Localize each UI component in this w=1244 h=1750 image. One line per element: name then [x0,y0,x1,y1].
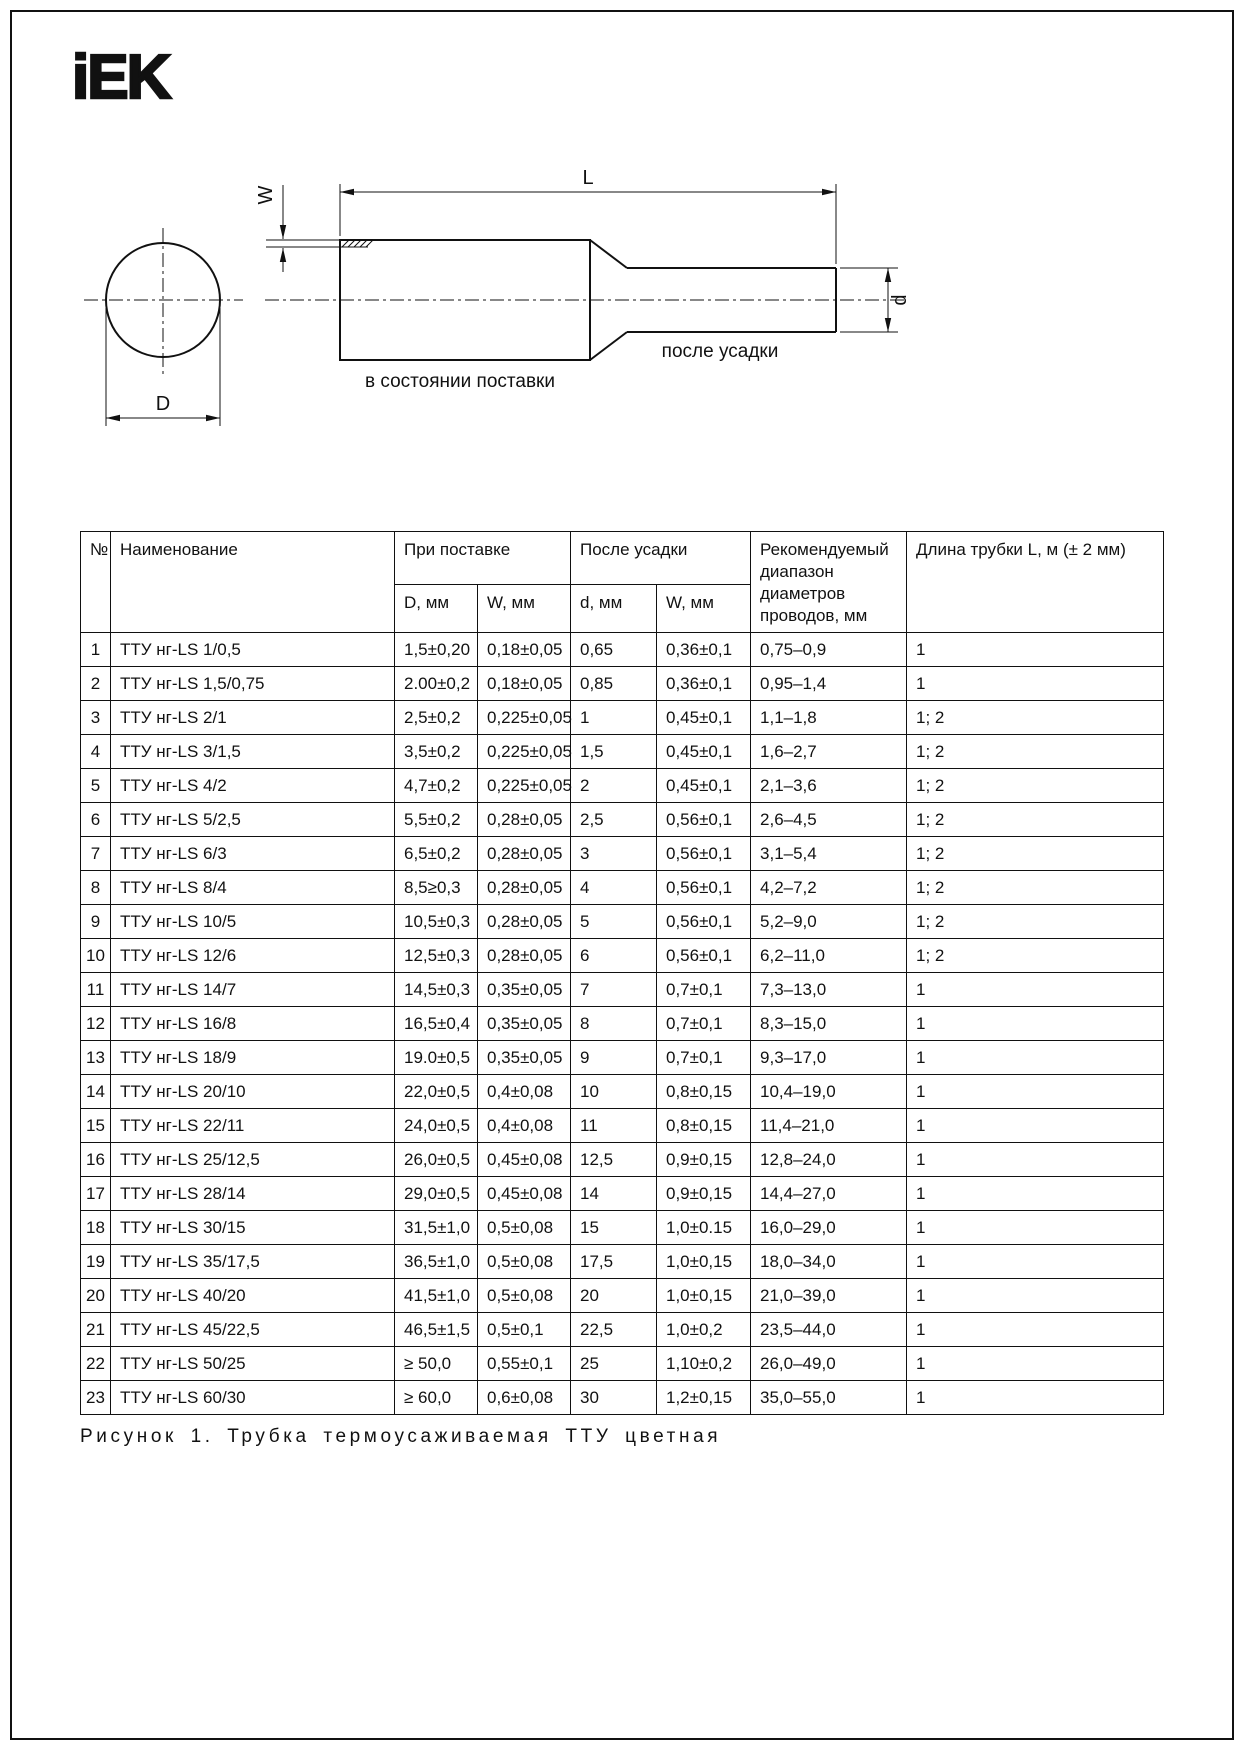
cell-supply-W: 0,28±0,05 [478,803,571,837]
cell-length: 1 [907,1313,1164,1347]
cell-supply-W: 0,35±0,05 [478,1041,571,1075]
cell-row-number: 16 [81,1143,111,1177]
cell-name: ТТУ нг-LS 1,5/0,75 [111,667,395,701]
cell-after-d: 3 [571,837,657,871]
cell-supply-D: 12,5±0,3 [395,939,478,973]
cell-length: 1 [907,1177,1164,1211]
spec-table-wrap [80,531,1163,1415]
cell-supply-W: 0,5±0,1 [478,1313,571,1347]
table-row [81,1109,1164,1143]
cell-length: 1 [907,1041,1164,1075]
cell-range: 0,95–1,4 [751,667,907,701]
cell-range: 11,4–21,0 [751,1109,907,1143]
cell-supply-D: 46,5±1,5 [395,1313,478,1347]
cell-after-W: 1,0±0.15 [657,1211,751,1245]
cell-row-number: 8 [81,871,111,905]
cell-row-number: 5 [81,769,111,803]
cell-name: ТТУ нг-LS 35/17,5 [111,1245,395,1279]
cell-length: 1; 2 [907,905,1164,939]
table-row [81,1313,1164,1347]
table-row [81,1279,1164,1313]
table-row [81,973,1164,1007]
cell-length: 1 [907,1347,1164,1381]
cell-supply-D: 5,5±0,2 [395,803,478,837]
table-row [81,735,1164,769]
cell-row-number: 7 [81,837,111,871]
cell-row-number: 9 [81,905,111,939]
table-row [81,803,1164,837]
cell-length: 1; 2 [907,769,1164,803]
dimension-L-label: L [582,167,594,189]
cell-name: ТТУ нг-LS 18/9 [111,1041,395,1075]
cell-range: 2,1–3,6 [751,769,907,803]
cell-supply-D: 10,5±0,3 [395,905,478,939]
cell-after-W: 0,45±0,1 [657,769,751,803]
cell-supply-W: 0,225±0,05 [478,701,571,735]
cell-range: 3,1–5,4 [751,837,907,871]
cell-name: ТТУ нг-LS 25/12,5 [111,1143,395,1177]
header-num: № [81,532,111,633]
cell-row-number: 3 [81,701,111,735]
cell-after-W: 0,56±0,1 [657,871,751,905]
header-supply-D: D, мм [395,585,478,633]
table-row [81,1347,1164,1381]
cell-length: 1 [907,633,1164,667]
cell-after-d: 14 [571,1177,657,1211]
cell-length: 1; 2 [907,837,1164,871]
cell-supply-D: 29,0±0,5 [395,1177,478,1211]
cell-name: ТТУ нг-LS 8/4 [111,871,395,905]
cell-row-number: 11 [81,973,111,1007]
cell-name: ТТУ нг-LS 45/22,5 [111,1313,395,1347]
label-supplied-state: в состоянии поставки [365,371,555,392]
cell-supply-D: 3,5±0,2 [395,735,478,769]
cell-length: 1 [907,1381,1164,1415]
cell-range: 1,6–2,7 [751,735,907,769]
cell-after-W: 0,56±0,1 [657,837,751,871]
dimension-W-label: W [255,185,277,205]
table-row [81,837,1164,871]
cell-after-d: 4 [571,871,657,905]
cell-length: 1; 2 [907,939,1164,973]
cell-name: ТТУ нг-LS 4/2 [111,769,395,803]
cell-row-number: 14 [81,1075,111,1109]
cell-supply-D: 6,5±0,2 [395,837,478,871]
cell-name: ТТУ нг-LS 20/10 [111,1075,395,1109]
cell-after-d: 25 [571,1347,657,1381]
cell-supply-D: 1,5±0,20 [395,633,478,667]
cell-supply-W: 0,4±0,08 [478,1075,571,1109]
cell-name: ТТУ нг-LS 1/0,5 [111,633,395,667]
iek-logo: iEK [72,43,170,112]
cell-length: 1; 2 [907,803,1164,837]
cell-name: ТТУ нг-LS 16/8 [111,1007,395,1041]
table-row [81,871,1164,905]
cell-after-d: 1 [571,701,657,735]
cell-range: 9,3–17,0 [751,1041,907,1075]
cell-supply-W: 0,18±0,05 [478,633,571,667]
cell-range: 4,2–7,2 [751,871,907,905]
cell-range: 21,0–39,0 [751,1279,907,1313]
cell-after-W: 1,10±0,2 [657,1347,751,1381]
table-row [81,1143,1164,1177]
cell-name: ТТУ нг-LS 3/1,5 [111,735,395,769]
cell-name: ТТУ нг-LS 2/1 [111,701,395,735]
cell-length: 1; 2 [907,871,1164,905]
cell-row-number: 1 [81,633,111,667]
cell-row-number: 17 [81,1177,111,1211]
cell-row-number: 15 [81,1109,111,1143]
cell-name: ТТУ нг-LS 60/30 [111,1381,395,1415]
table-row [81,1245,1164,1279]
cell-length: 1 [907,1007,1164,1041]
cell-supply-W: 0,28±0,05 [478,939,571,973]
cell-row-number: 23 [81,1381,111,1415]
cell-name: ТТУ нг-LS 28/14 [111,1177,395,1211]
cell-length: 1 [907,667,1164,701]
cell-supply-W: 0,225±0,05 [478,735,571,769]
cell-supply-W: 0,5±0,08 [478,1211,571,1245]
cell-after-d: 15 [571,1211,657,1245]
cell-row-number: 4 [81,735,111,769]
cell-range: 7,3–13,0 [751,973,907,1007]
cell-supply-D: ≥ 50,0 [395,1347,478,1381]
cell-name: ТТУ нг-LS 30/15 [111,1211,395,1245]
cell-range: 10,4–19,0 [751,1075,907,1109]
cell-after-W: 0,7±0,1 [657,1041,751,1075]
cell-supply-W: 0,45±0,08 [478,1177,571,1211]
cell-after-d: 8 [571,1007,657,1041]
cell-supply-D: 41,5±1,0 [395,1279,478,1313]
cell-supply-W: 0,28±0,05 [478,871,571,905]
cell-range: 26,0–49,0 [751,1347,907,1381]
cell-after-W: 1,0±0,15 [657,1279,751,1313]
table-row [81,701,1164,735]
cell-name: ТТУ нг-LS 14/7 [111,973,395,1007]
cell-supply-W: 0,28±0,05 [478,837,571,871]
technical-drawing [0,140,1244,470]
cell-supply-W: 0,225±0,05 [478,769,571,803]
cell-length: 1 [907,1143,1164,1177]
cell-row-number: 20 [81,1279,111,1313]
cell-after-d: 20 [571,1279,657,1313]
cell-row-number: 2 [81,667,111,701]
table-row [81,905,1164,939]
cell-supply-D: 8,5≥0,3 [395,871,478,905]
cell-supply-D: 16,5±0,4 [395,1007,478,1041]
cell-after-d: 6 [571,939,657,973]
header-after-group: После усадки [571,532,751,585]
cell-after-W: 0,8±0,15 [657,1109,751,1143]
cell-after-d: 22,5 [571,1313,657,1347]
cell-name: ТТУ нг-LS 40/20 [111,1279,395,1313]
cell-range: 6,2–11,0 [751,939,907,973]
table-row [81,1041,1164,1075]
cell-range: 35,0–55,0 [751,1381,907,1415]
cell-name: ТТУ нг-LS 50/25 [111,1347,395,1381]
cell-supply-W: 0,5±0,08 [478,1245,571,1279]
table-row [81,1075,1164,1109]
cell-length: 1 [907,1075,1164,1109]
cell-row-number: 6 [81,803,111,837]
cell-after-d: 5 [571,905,657,939]
tube-taper-top [590,240,627,268]
cell-after-W: 1,0±0,2 [657,1313,751,1347]
cell-supply-W: 0,45±0,08 [478,1143,571,1177]
cell-supply-D: 24,0±0,5 [395,1109,478,1143]
figure-caption: Рисунок 1. Трубка термоусаживаемая ТТУ цветная [80,1426,722,1447]
cell-after-d: 0,85 [571,667,657,701]
table-row [81,1211,1164,1245]
cell-after-d: 10 [571,1075,657,1109]
cell-after-d: 12,5 [571,1143,657,1177]
cell-length: 1 [907,1211,1164,1245]
table-row [81,769,1164,803]
cell-name: ТТУ нг-LS 6/3 [111,837,395,871]
cell-after-d: 30 [571,1381,657,1415]
cell-length: 1; 2 [907,735,1164,769]
cell-length: 1 [907,973,1164,1007]
cell-supply-W: 0,28±0,05 [478,905,571,939]
cell-row-number: 19 [81,1245,111,1279]
cell-supply-D: ≥ 60,0 [395,1381,478,1415]
cell-length: 1; 2 [907,701,1164,735]
cell-supply-D: 4,7±0,2 [395,769,478,803]
cell-after-W: 0,7±0,1 [657,973,751,1007]
cell-after-W: 0,9±0,15 [657,1177,751,1211]
cell-range: 5,2–9,0 [751,905,907,939]
tube-taper-bottom [590,332,627,360]
cell-after-W: 0,36±0,1 [657,667,751,701]
cell-after-d: 17,5 [571,1245,657,1279]
cell-row-number: 22 [81,1347,111,1381]
cell-supply-D: 2,5±0,2 [395,701,478,735]
cell-supply-D: 36,5±1,0 [395,1245,478,1279]
cell-after-W: 0,7±0,1 [657,1007,751,1041]
table-row [81,939,1164,973]
cell-row-number: 21 [81,1313,111,1347]
cell-after-W: 0,8±0,15 [657,1075,751,1109]
cell-name: ТТУ нг-LS 12/6 [111,939,395,973]
cell-supply-D: 14,5±0,3 [395,973,478,1007]
cell-range: 2,6–4,5 [751,803,907,837]
cell-after-W: 0,56±0,1 [657,905,751,939]
table-row [81,633,1164,667]
cell-range: 16,0–29,0 [751,1211,907,1245]
cell-name: ТТУ нг-LS 10/5 [111,905,395,939]
cell-after-W: 0,56±0,1 [657,803,751,837]
cell-supply-W: 0,18±0,05 [478,667,571,701]
cell-name: ТТУ нг-LS 5/2,5 [111,803,395,837]
cell-supply-W: 0,35±0,05 [478,1007,571,1041]
cell-range: 8,3–15,0 [751,1007,907,1041]
cell-after-W: 1,0±0,15 [657,1245,751,1279]
cell-range: 23,5–44,0 [751,1313,907,1347]
cell-supply-W: 0,4±0,08 [478,1109,571,1143]
table-body [81,633,1164,1415]
cell-supply-W: 0,6±0,08 [478,1381,571,1415]
cell-length: 1 [907,1245,1164,1279]
header-length: Длина трубки L, м (± 2 мм) [907,532,1164,633]
header-supply-W: W, мм [478,585,571,633]
cell-range: 1,1–1,8 [751,701,907,735]
dimension-D-label: D [155,393,171,415]
header-after-d: d, мм [571,585,657,633]
cell-after-d: 1,5 [571,735,657,769]
cell-after-d: 0,65 [571,633,657,667]
cell-after-W: 0,9±0,15 [657,1143,751,1177]
cell-length: 1 [907,1109,1164,1143]
cell-after-W: 0,36±0,1 [657,633,751,667]
table-header [81,532,1164,633]
table-row [81,1381,1164,1415]
cell-row-number: 10 [81,939,111,973]
cell-after-d: 7 [571,973,657,1007]
spec-table [80,531,1164,1415]
table-row [81,1007,1164,1041]
cell-row-number: 18 [81,1211,111,1245]
cell-after-d: 2,5 [571,803,657,837]
cell-supply-W: 0,5±0,08 [478,1279,571,1313]
cell-range: 0,75–0,9 [751,633,907,667]
cell-supply-W: 0,55±0,1 [478,1347,571,1381]
label-after-shrink: после усадки [661,341,779,362]
cell-after-d: 2 [571,769,657,803]
cell-range: 18,0–34,0 [751,1245,907,1279]
table-row [81,1177,1164,1211]
header-name: Наименование [111,532,395,633]
cell-after-d: 9 [571,1041,657,1075]
cell-supply-W: 0,35±0,05 [478,973,571,1007]
cell-supply-D: 26,0±0,5 [395,1143,478,1177]
cell-supply-D: 19.0±0,5 [395,1041,478,1075]
cell-supply-D: 2.00±0,2 [395,667,478,701]
dimension-d-label: d [889,294,911,306]
cell-range: 12,8–24,0 [751,1143,907,1177]
cell-after-W: 0,56±0,1 [657,939,751,973]
cell-length: 1 [907,1279,1164,1313]
header-range: Рекомендуемый диапазон диаметров проводов, мм [751,532,907,633]
cell-after-W: 0,45±0,1 [657,735,751,769]
cell-name: ТТУ нг-LS 22/11 [111,1109,395,1143]
header-supply-group: При поставке [395,532,571,585]
cell-range: 14,4–27,0 [751,1177,907,1211]
cell-after-W: 0,45±0,1 [657,701,751,735]
header-after-W: W, мм [657,585,751,633]
cell-row-number: 13 [81,1041,111,1075]
cell-supply-D: 31,5±1,0 [395,1211,478,1245]
cell-after-W: 1,2±0,15 [657,1381,751,1415]
cell-after-d: 11 [571,1109,657,1143]
table-row [81,667,1164,701]
cell-supply-D: 22,0±0,5 [395,1075,478,1109]
cell-row-number: 12 [81,1007,111,1041]
